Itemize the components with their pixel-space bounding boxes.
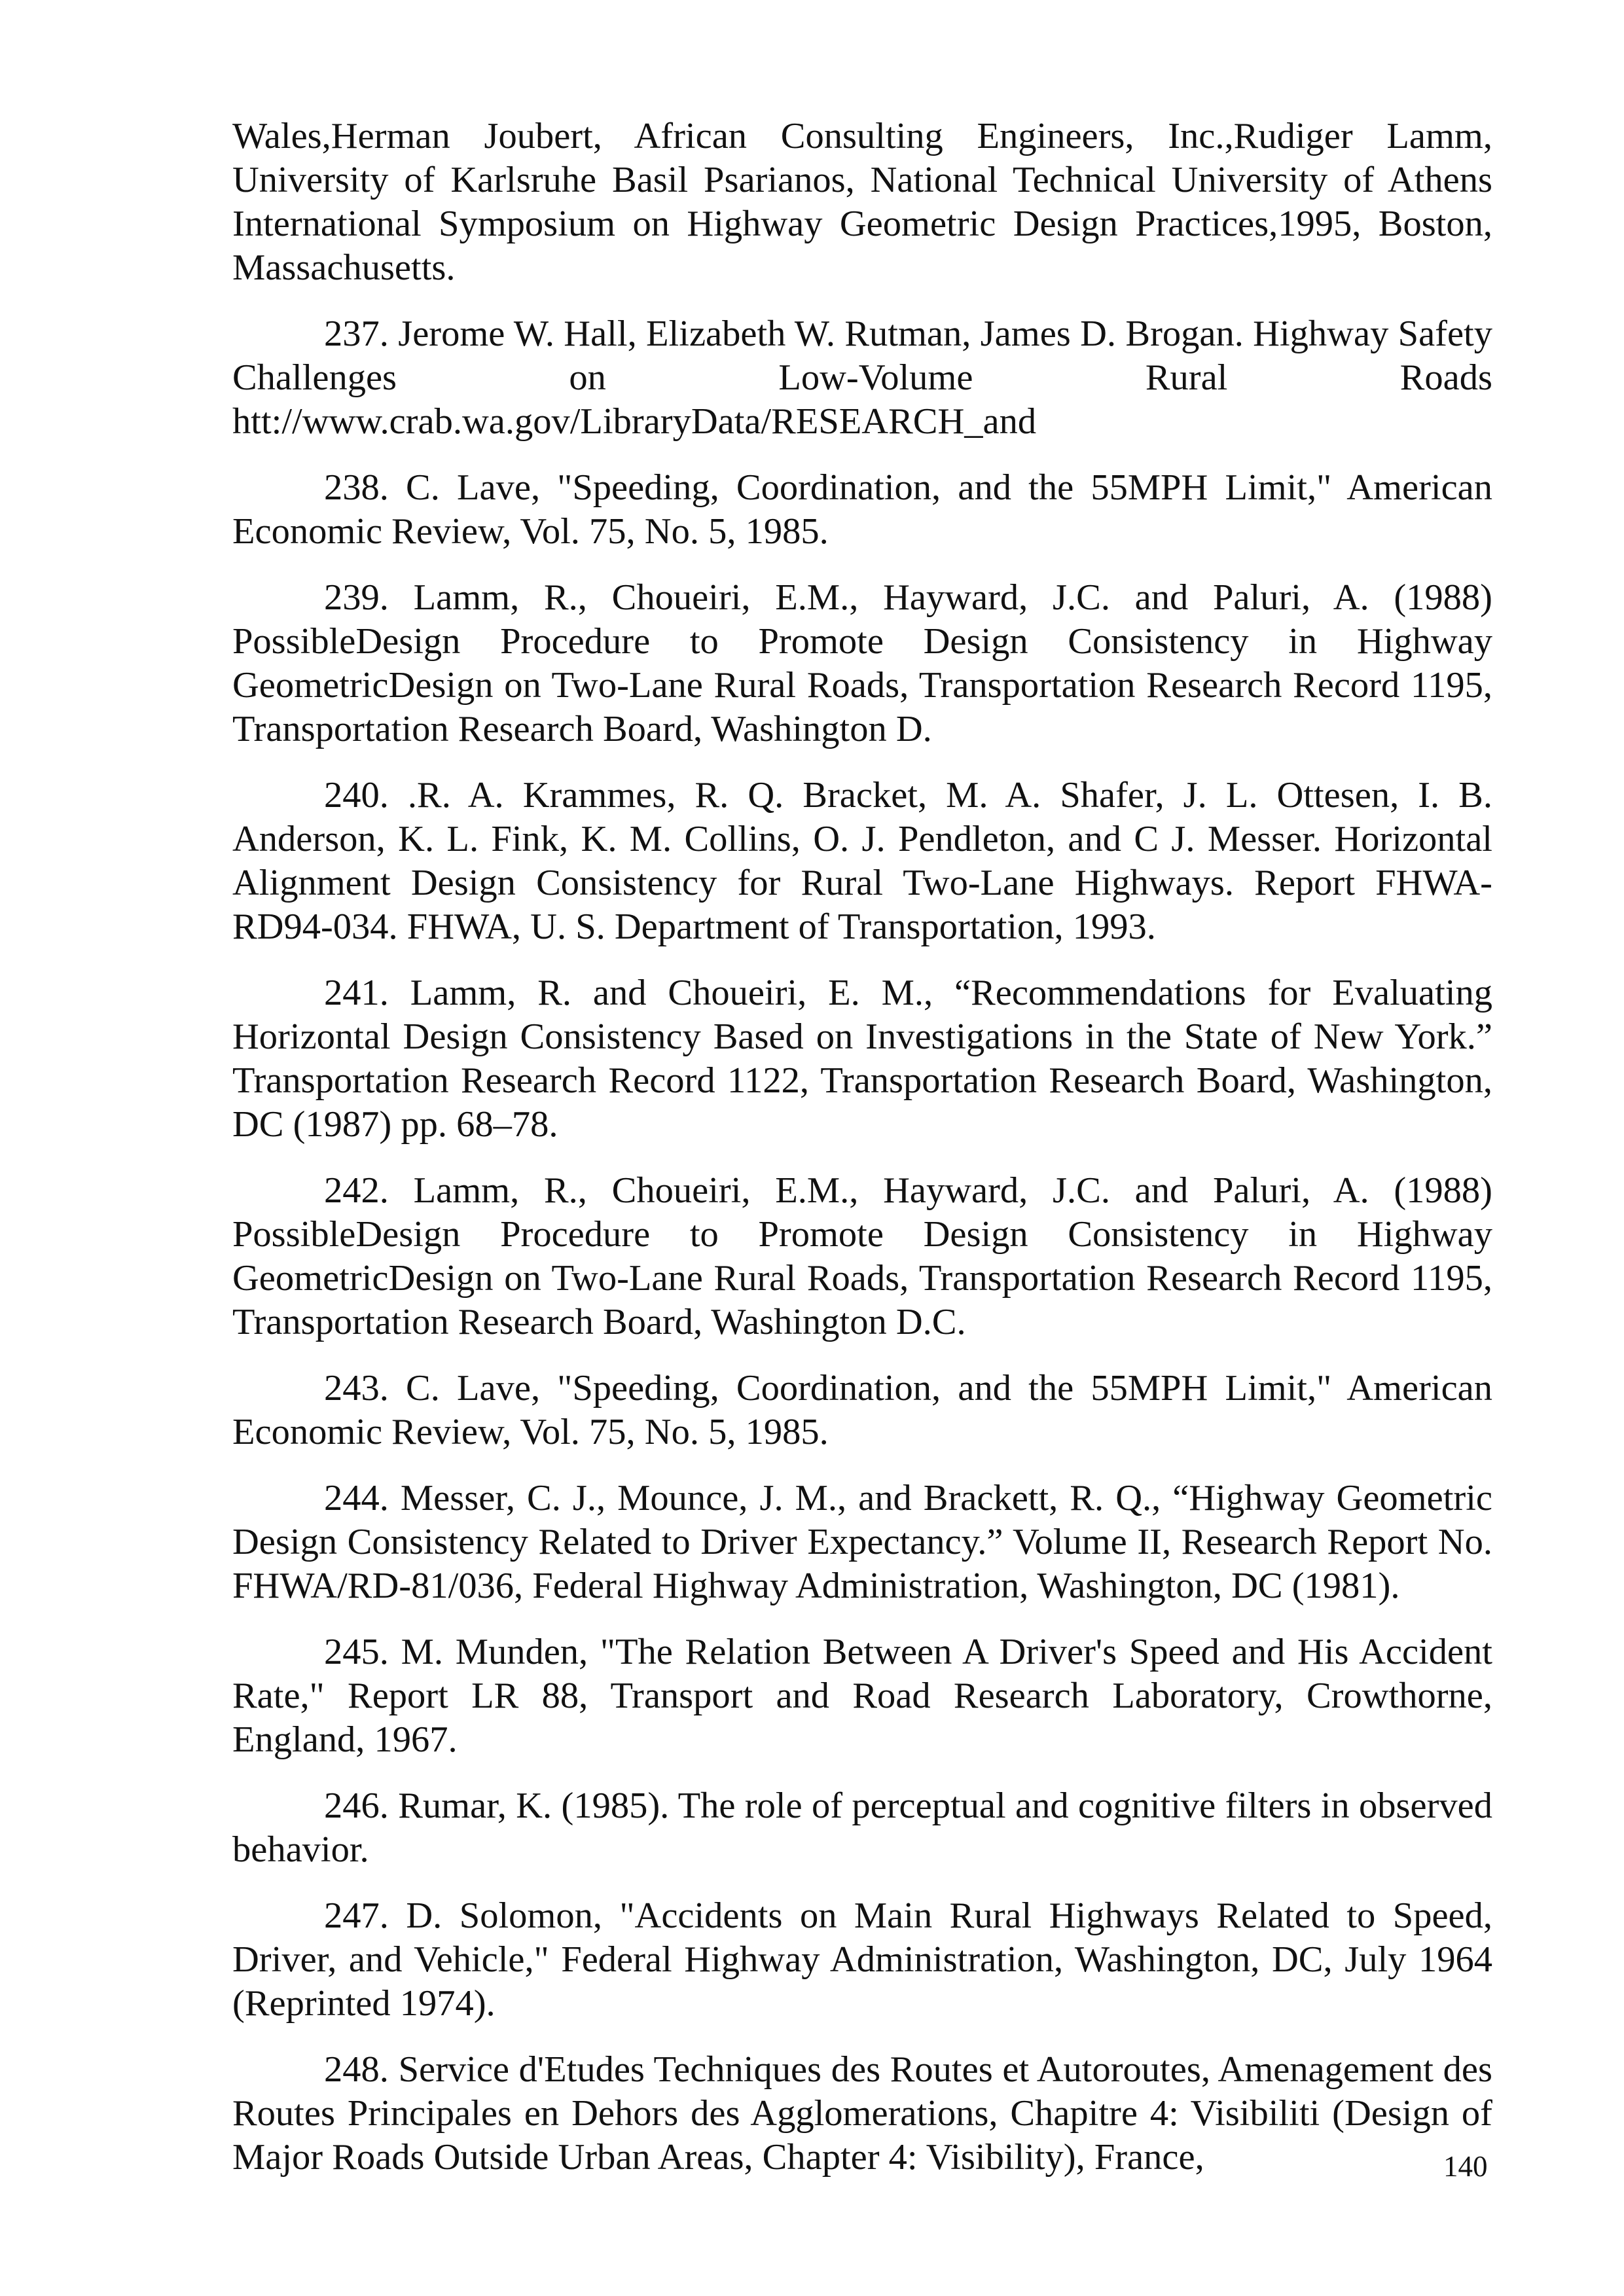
reference-244: 244. Messer, C. J., Mounce, J. M., and Brackett, R. Q., “Highway Geometric Design Consistency Related to Driver Expectancy.” Volume II, Research Report No. FHWA/RD-81/036, Federal Highway Administration, Washington, DC (1981).: [232, 1478, 1492, 1606]
reference-list: [232, 115, 1492, 2202]
reference-248: 248. Service d'Etudes Techniques des Routes et Autoroutes, Amenagement des Routes Principales en Dehors des Agglomerations, Chapitre 4: Visibiliti (Design of Major Roads Outside Urban Areas, Chapter 4: Visibility), France,: [232, 2049, 1492, 2178]
reference-continuation: Wales,Herman Joubert, African Consulting Engineers, Inc.,Rudiger Lamm, University of Karlsruhe Basil Psarianos, National Technical University of Athens International Symposium on Highway Geometric Design Practices,1995, Boston, Massachusetts.: [232, 116, 1492, 288]
page-number: 140: [1443, 2150, 1488, 2183]
reference-239: 239. Lamm, R., Choueiri, E.M., Hayward, J.C. and Paluri, A. (1988) PossibleDesign Procedure to Promote Design Consistency in Highway GeometricDesign on Two-Lane Rural Roads, Transportation Research Record 1195, Transportation Research Board, Washington D.: [232, 577, 1492, 749]
reference-245: 245. M. Munden, "The Relation Between A Driver's Speed and His Accident Rate," Report LR 88, Transport and Road Research Laboratory, Crowthorne, England, 1967.: [232, 1632, 1492, 1760]
reference-240: 240. .R. A. Krammes, R. Q. Bracket, M. A. Shafer, J. L. Ottesen, I. B. Anderson, K. L. Fink, K. M. Collins, O. J. Pendleton, and C J. Messer. Horizontal Alignment Design Consistency for Rural Two-Lane Highways. Report FHWA-RD94-034. FHWA, U. S. Department of Transportation, 1993.: [232, 775, 1492, 947]
reference-241: 241. Lamm, R. and Choueiri, E. M., “Recommendations for Evaluating Horizontal Design Consistency Based on Investigations in the State of New York.” Transportation Research Record 1122, Transportation Research Board, Washington, DC (1987) pp. 68–78.: [232, 973, 1492, 1145]
reference-247: 247. D. Solomon, "Accidents on Main Rural Highways Related to Speed, Driver, and Vehicle," Federal Highway Administration, Washington, DC, July 1964 (Reprinted 1974).: [232, 1895, 1492, 2024]
reference-237: 237. Jerome W. Hall, Elizabeth W. Rutman, James D. Brogan. Highway Safety Challenges on Low-Volume Rural Roads htt://www.crab.wa.gov/LibraryData/RESEARCH_and: [232, 314, 1492, 442]
reference-246: 246. Rumar, K. (1985). The role of perceptual and cognitive filters in observed behavior.: [232, 1785, 1492, 1870]
reference-243: 243. C. Lave, "Speeding, Coordination, and the 55MPH Limit," American Economic Review, Vol. 75, No. 5, 1985.: [232, 1368, 1492, 1452]
reference-238: 238. C. Lave, "Speeding, Coordination, and the 55MPH Limit," American Economic Review, Vol. 75, No. 5, 1985.: [232, 467, 1492, 552]
reference-242: 242. Lamm, R., Choueiri, E.M., Hayward, J.C. and Paluri, A. (1988) PossibleDesign Procedure to Promote Design Consistency in Highway GeometricDesign on Two-Lane Rural Roads, Transportation Research Record 1195, Transportation Research Board, Washington D.C.: [232, 1170, 1492, 1342]
